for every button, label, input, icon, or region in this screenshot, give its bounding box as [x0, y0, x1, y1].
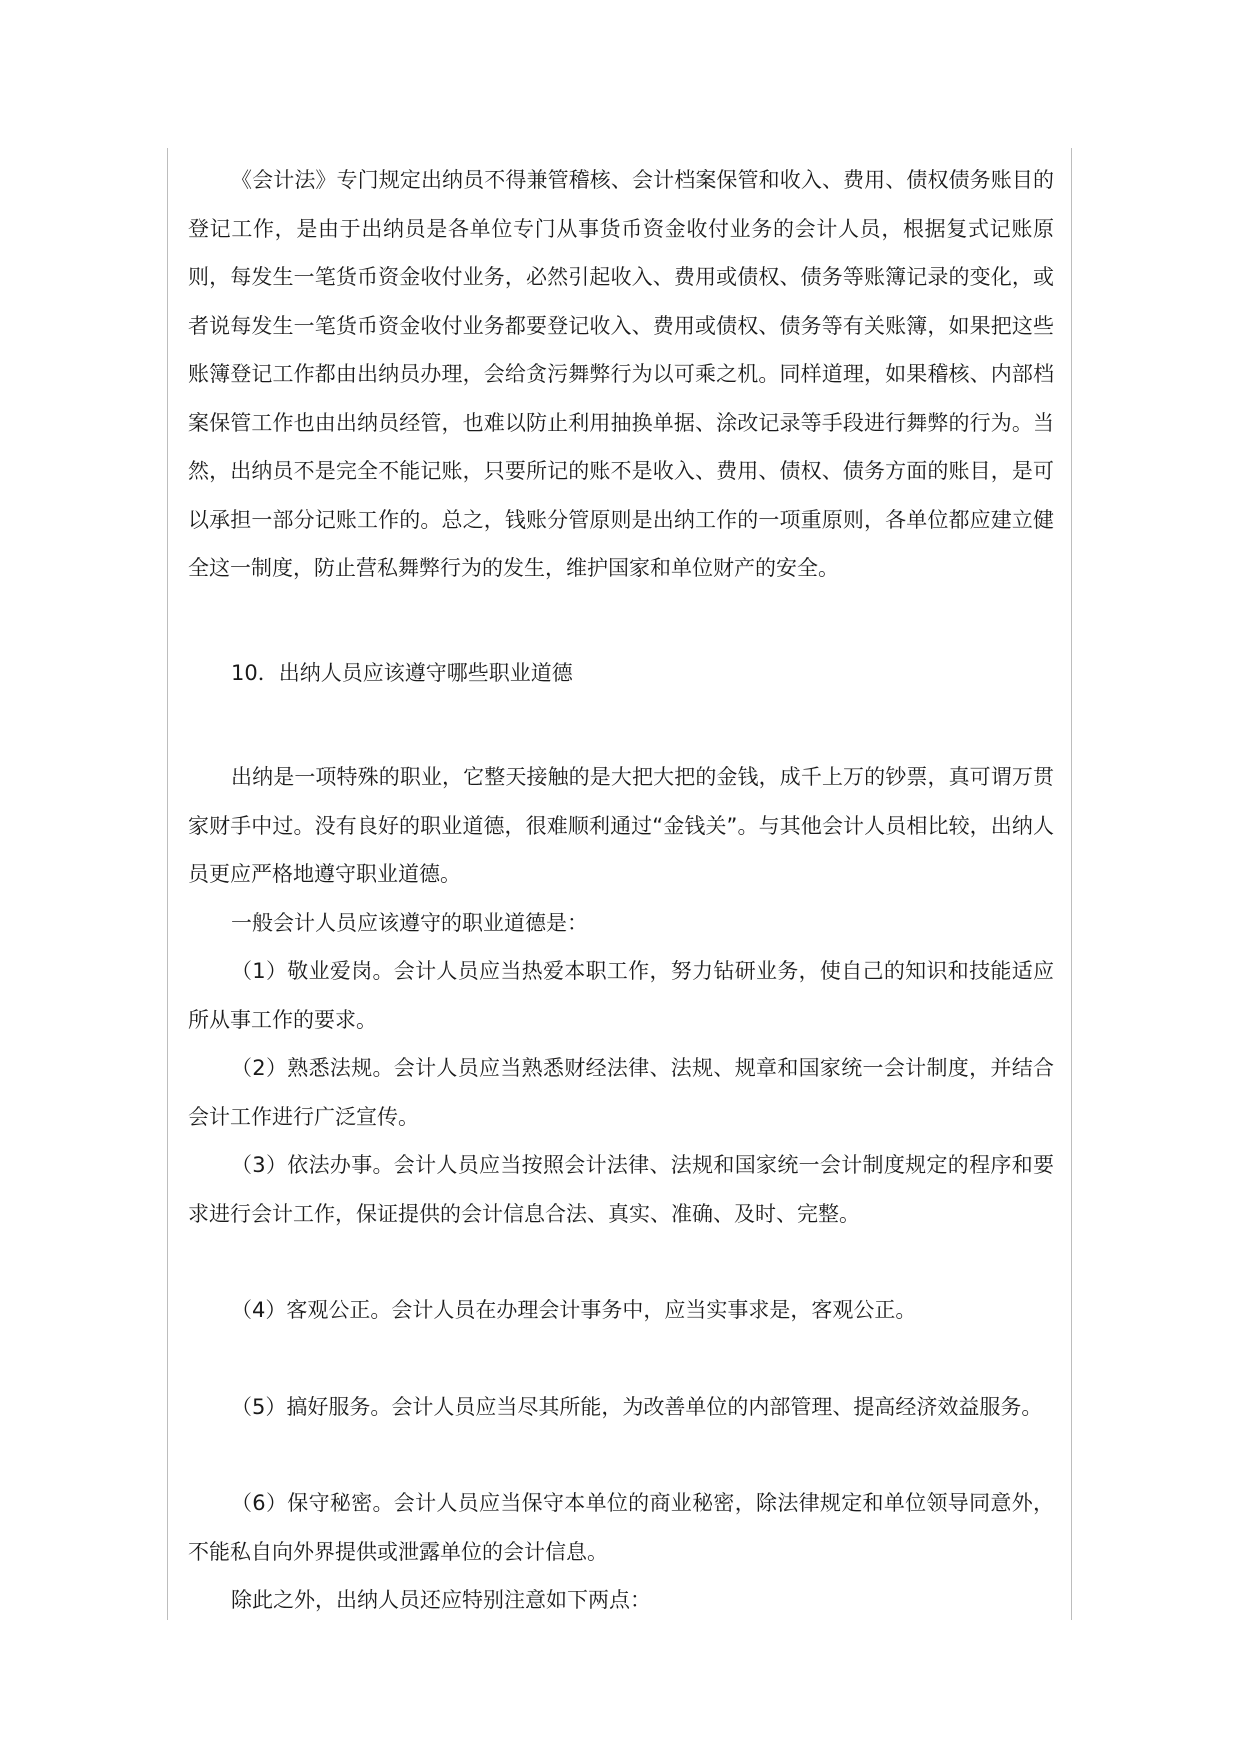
list-item-2: （2）熟悉法规。会计人员应当熟悉财经法律、法规、规章和国家统一会计制度，并结合会计工作进行广泛宣传。	[188, 1056, 1054, 1129]
list-item-5: （5）搞好服务。会计人员应当尽其所能，为改善单位的内部管理、提高经济效益服务。	[231, 1394, 1043, 1419]
paragraph-additional-points: 除此之外，出纳人员还应特别注意如下两点：	[231, 1588, 651, 1612]
list-item-6: （6）保守秘密。会计人员应当保守本单位的商业秘密，除法律规定和单位领导同意外，不能私自向外界提供或泄露单位的会计信息。	[188, 1491, 1054, 1564]
left-margin-rule	[167, 148, 168, 1620]
document-body	[188, 156, 1054, 1625]
paragraph-cash-separation: 《会计法》专门规定出纳员不得兼管稽核、会计档案保管和收入、费用、债权债务账目的登记工作，是由于出纳员是各单位专门从事货币资金收付业务的会计人员，根据复式记账原则，每发生一笔货币资金收付业务，必然引起收入、费用或债权、债务等账簿记录的变化，或者说每发生一笔货币资金收付业务都要登记收入、费用或债权、债务等有关账簿，如果把这些账簿登记工作都由出纳员办理，会给贪污舞弊行为以可乘之机。同样道理，如果稽核、内部档案保管工作也由出纳员经管，也难以防止利用抽换单据、涂改记录等手段进行舞弊的行为。当然，出纳员不是完全不能记账，只要所记的账不是收入、费用、债权、债务方面的账目，是可以承担一部分记账工作的。总之，钱账分管原则是出纳工作的一项重原则，各单位都应建立健全这一制度，防止营私舞弊行为的发生，维护国家和单位财产的安全。	[188, 168, 1054, 580]
list-item-4: （4）客观公正。会计人员在办理会计事务中，应当实事求是，客观公正。	[231, 1298, 917, 1322]
list-item-1: （1）敬业爱岗。会计人员应当热爱本职工作，努力钻研业务，使自己的知识和技能适应所从事工作的要求。	[188, 959, 1054, 1032]
section-heading-10: 10．出纳人员应该遵守哪些职业道德	[231, 660, 573, 685]
paragraph-general-ethics: 一般会计人员应该遵守的职业道德是：	[231, 910, 588, 935]
right-margin-rule	[1071, 148, 1072, 1620]
list-item-3: （3）依法办事。会计人员应当按照会计法律、法规和国家统一会计制度规定的程序和要求进行会计工作，保证提供的会计信息合法、真实、准确、及时、完整。	[188, 1153, 1054, 1226]
paragraph-intro-ethics: 出纳是一项特殊的职业，它整天接触的是大把大把的金钱，成千上万的钞票，真可谓万贯家财手中过。没有良好的职业道德，很难顺利通过“金钱关”。与其他会计人员相比较，出纳人员更应严格地遵守职业道德。	[188, 765, 1054, 886]
